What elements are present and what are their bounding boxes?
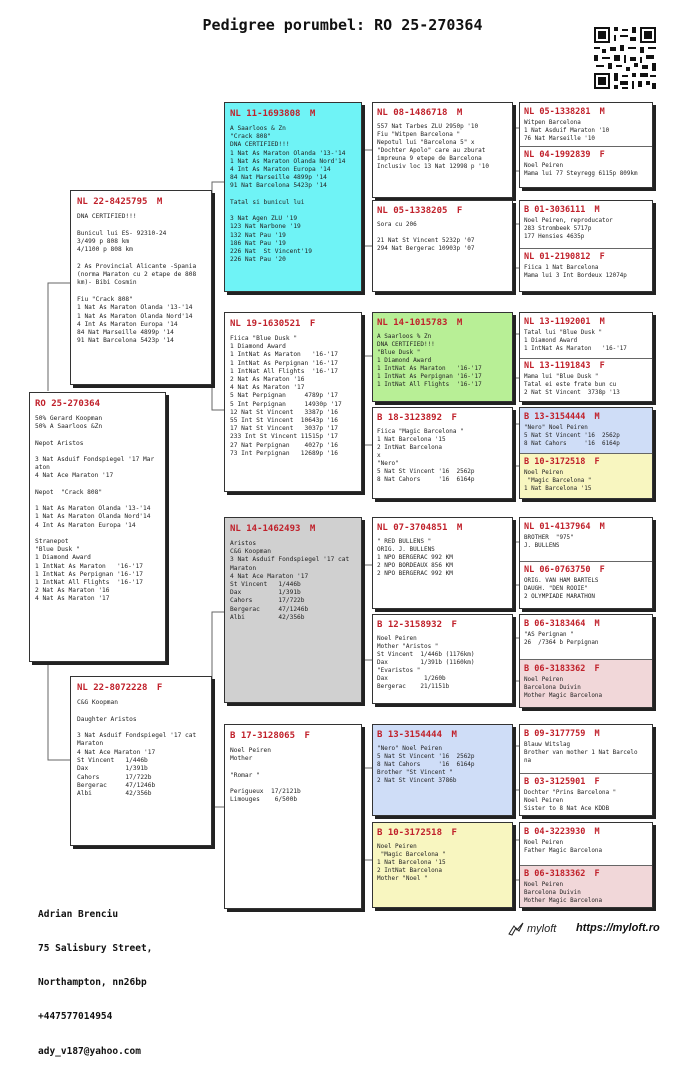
brand-url-link[interactable]: https://myloft.ro — [576, 922, 660, 934]
ring-text: NL 22-8425795 — [77, 197, 148, 207]
pigeon-info: A Saarloos % Zn DNA CERTIFIED!!! "Blue Dusk " 1 Diamond Award 1 IntNat As Maraton '16-'17 1 IntNat As Perpignan '16-'17 1 IntNat All Flights '16-'17 — [377, 333, 482, 388]
ring-text: B 18-3123892 — [377, 413, 443, 423]
sex-label: F — [599, 565, 605, 575]
ring-number — [230, 524, 356, 534]
pigeon-card-mff — [372, 517, 513, 609]
ring-number — [524, 107, 649, 117]
ring-text: B 01-3036111 — [524, 205, 586, 215]
pigeon-card-father — [70, 190, 212, 385]
owner-name: Adrian Brenciu — [38, 908, 119, 920]
pigeon-pair-card-2 — [519, 200, 653, 292]
pigeon-pair-card-6 — [519, 614, 653, 708]
ring-text: B 04-3223930 — [524, 827, 586, 837]
card-divider — [520, 773, 652, 774]
sex-label: M — [451, 730, 457, 740]
sex-label: M — [594, 205, 600, 215]
pigeon-info: A Saarloos & Zn "Crack 808" DNA CERTIFIED!!! 1 Nat As Maraton Olanda '13-'14 1 Nat As Maraton Olanda Nord'14 4 Int As Maraton Europa '14 84 Nat Marseille 4899p '14 91 Nat Barcelona 5423p '14 Tatal si bunicul lui 3 Nat Agen ZLU '19 123 Nat Narbone '19 132 Nat Pau '19 186 Nat Pau '19 226 Nat St Vincent'19 226 Nat Pau '20 — [230, 125, 346, 264]
owner-phone: +447577014954 — [38, 1011, 113, 1023]
sex-label: M — [594, 827, 600, 837]
ring-text: B 17-3128065 — [230, 731, 296, 741]
ring-number — [377, 108, 508, 118]
pigeon-card-main — [29, 392, 166, 662]
ring-number — [524, 827, 649, 837]
ring-text: NL 05-1338205 — [377, 206, 448, 216]
ring-text: NL 14-1015783 — [377, 318, 448, 328]
ring-number — [77, 683, 205, 693]
pigeon-info: BROTHER "975" J. BULLENS — [524, 535, 574, 549]
ring-text: NL 11-1693808 — [230, 109, 301, 119]
ring-number — [524, 150, 649, 160]
pigeon-info: "AS Perignan " 26 /7364 b Perpignan — [524, 632, 599, 646]
ring-text: B 06-3183362 — [524, 869, 586, 879]
ring-text: NL 01-4137964 — [524, 522, 591, 532]
sex-label: M — [599, 317, 605, 327]
ring-text: B 06-3183362 — [524, 664, 586, 674]
ring-text: NL 05-1338281 — [524, 107, 591, 117]
sex-label: M — [309, 524, 316, 534]
pigeon-info: Noel Peiren Father Magic Barcelona — [524, 840, 603, 854]
sex-label: M — [456, 318, 463, 328]
ring-text: NL 06-0763750 — [524, 565, 591, 575]
ring-number — [524, 777, 649, 787]
pigeon-info: Noel Peiren Barcelona Duivin Mother Magic Barcelona — [524, 882, 603, 904]
ring-number — [524, 664, 649, 674]
pigeon-card-ffm — [372, 200, 513, 292]
sex-label: F — [594, 777, 600, 787]
sex-label: F — [156, 683, 163, 693]
pigeon-info: Fiica 1 Nat Barcelona Mama lui 3 Int Bordeux 12074p — [524, 265, 627, 279]
pigeon-card-mother — [70, 676, 212, 846]
brand-logo — [508, 922, 556, 936]
owner-email: ady_v187@yahoo.com — [38, 1045, 141, 1057]
ring-number — [77, 197, 205, 207]
sex-label: F — [599, 150, 605, 160]
pigeon-info: Witpen Barcelona 1 Nat Asduif Maraton '10 76 Nat Marseille '10 — [524, 120, 610, 142]
brand-logo-text: myloft — [527, 923, 557, 935]
sex-label: F — [304, 731, 310, 741]
ring-text: B 12-3158932 — [377, 620, 443, 630]
pigeon-pair-card-1 — [519, 102, 653, 188]
pigeon-card-fmf — [372, 312, 513, 402]
pigeon-info: Fiica "Blue Dusk " 1 Diamond Award 1 IntNat As Maraton '16-'17 1 IntNat As Perpignan '16-'17 1 IntNat All Flights '16-'17 2 Nat As Maraton '16 4 Nat As Maraton '17 5 Nat Perpignan 4789p '17 5 Int Perpignan 14930p '17 12 Nat St Vincent 3387p '16 55 Int St Vincent 10643p '16 17 Nat St Vincent 3037p '17 233 Int St Vincent 11515p '17 27 Nat Perpignan 4027p '16 73 Int Perpignan 12689p '16 — [230, 335, 342, 457]
ring-text: NL 19-1630521 — [230, 319, 301, 329]
ring-text: NL 04-1992839 — [524, 150, 591, 160]
sex-label: F — [599, 361, 605, 371]
ring-text: NL 13-1191843 — [524, 361, 591, 371]
ring-text: NL 22-8072228 — [77, 683, 148, 693]
ring-number — [230, 731, 356, 741]
pigeon-pair-card-3 — [519, 312, 653, 402]
card-divider — [520, 453, 652, 454]
pigeon-card-mm — [224, 724, 362, 909]
pigeon-card-mmf — [372, 724, 513, 816]
pigeon-pair-card-7 — [519, 724, 653, 816]
qr-code — [592, 25, 658, 91]
pigeon-info: Tatal lui "Blue Dusk " 1 Diamond Award 1 IntNat As Maraton '16-'17 — [524, 330, 627, 352]
pigeon-info: Sora cu 206 21 Nat St Vincent 5232p '07 294 Nat Bergerac 10903p '07 — [377, 221, 475, 252]
sex-label: M — [156, 197, 163, 207]
card-divider — [520, 659, 652, 660]
ring-number — [524, 869, 649, 879]
ring-text: NL 14-1462493 — [230, 524, 301, 534]
ring-number — [524, 361, 649, 371]
pigeon-info: Noel Peiren, reproducator 283 Strombeek 5717p 177 Hensies 4635p — [524, 218, 613, 240]
sex-label: F — [451, 413, 457, 423]
sex-label: M — [594, 729, 600, 739]
pigeon-info: Noel Peiren "Magic Barcelona " 1 Nat Barcelona '15 — [524, 470, 592, 492]
pigeon-pair-card-5 — [519, 517, 653, 609]
pigeon-card-mfm — [372, 614, 513, 704]
ring-text: B 13-3154444 — [377, 730, 443, 740]
sex-label: F — [594, 457, 600, 467]
ring-number — [524, 619, 649, 629]
ring-text: NL 08-1486718 — [377, 108, 448, 118]
ring-number — [377, 318, 508, 328]
sex-label: M — [456, 108, 463, 118]
ring-number — [377, 523, 508, 533]
ring-number — [377, 828, 508, 838]
pigeon-info: C&G Koopman Daughter Aristos 3 Nat Asduif Fondspiegel '17 cat Maraton 4 Nat Ace Maraton '17 St Vincent 1/446b Dax 1/391b Cahors 17/722b Bergerac 47/1246b Albi 42/356b — [77, 699, 197, 798]
ring-text: RO 25-270364 — [35, 399, 101, 409]
ring-text: NL 01-2190812 — [524, 252, 591, 262]
pigeon-card-fmm — [372, 407, 513, 499]
ring-text: B 09-3177759 — [524, 729, 586, 739]
sex-label: M — [599, 522, 605, 532]
sex-label: M — [309, 109, 316, 119]
sex-label: F — [451, 620, 457, 630]
card-divider — [520, 146, 652, 147]
ring-number — [524, 412, 649, 422]
ring-text: B 13-3154444 — [524, 412, 586, 422]
ring-number — [230, 109, 356, 119]
sex-label: F — [309, 319, 316, 329]
pigeon-info: Mama lui "Blue Dusk " Tatal ei este frate bun cu 2 Nat St Vincent 3738p '13 — [524, 374, 620, 396]
pigeon-card-mf — [224, 517, 362, 703]
pigeon-info: Aristos C&G Koopman 3 Nat Asduif Fondspiegel '17 cat Maraton 4 Nat Ace Maraton '17 St Vincent 1/446b Dax 1/391b Cahors 17/722b Bergerac 47/1246b Albi 42/356b — [230, 540, 350, 621]
owner-street: 75 Salisbury Street, — [38, 943, 153, 955]
pigeon-info: "Nero" Noel Peiren 5 Nat St Vincent '16 2562p 8 Nat Cahors '16 6164p — [524, 425, 620, 447]
pigeon-info: "Nero" Noel Peiren 5 Nat St Vincent '16 2562p 8 Nat Cahors '16 6164p Brother "St Vincent " 2 Nat St Vincent 3786b — [377, 745, 475, 784]
pigeon-card-mmm — [372, 822, 513, 908]
ring-text: B 03-3125901 — [524, 777, 586, 787]
ring-number — [35, 399, 160, 409]
pigeon-info: Noel Peiren Mama lui 77 Steyregg 6115p 809km — [524, 163, 638, 177]
bird-logo-icon — [508, 922, 524, 936]
sex-label: F — [594, 869, 600, 879]
sex-label: M — [599, 107, 605, 117]
pigeon-card-ff — [224, 102, 362, 292]
ring-number — [524, 565, 649, 575]
ring-text: NL 07-3704851 — [377, 523, 448, 533]
sex-label: F — [594, 664, 600, 674]
pigeon-pair-card-8 — [519, 822, 653, 908]
ring-text: B 06-3183464 — [524, 619, 586, 629]
ring-number — [377, 730, 508, 740]
ring-number — [377, 206, 508, 216]
ring-number — [524, 522, 649, 532]
owner-city: Northampton, nn26bp — [38, 977, 147, 989]
sex-label: M — [594, 412, 600, 422]
pigeon-info: Noel Peiren Mother "Romar " Perigueux 17/2121b Limouges 6/500b — [230, 747, 301, 804]
pigeon-info: " RED BULLENS " ORIG. J. BULLENS 1 NPO BERGERAC 992 KM 2 NPO BORDEAUX 856 KM 2 NPO BERGERAC 992 KM — [377, 538, 453, 577]
pigeon-info: Dochter "Prins Barcelona " Noel Peiren Sister to 8 Nat Ace KDDB — [524, 790, 617, 812]
pigeon-info: Noel Peiren "Magic Barcelona " 1 Nat Barcelona '15 2 IntNat Barcelona Mother "Noel " — [377, 843, 446, 882]
card-divider — [520, 358, 652, 359]
card-divider — [520, 248, 652, 249]
ring-text: B 10-3172518 — [377, 828, 443, 838]
pigeon-info: Noel Peiren Barcelona Duivin Mother Magic Barcelona — [524, 677, 603, 699]
pigeon-info: 50% Gerard Koopman 50% A Saarloos &Zn Nepot Aristos 3 Nat Asduif Fondspiegel '17 Mar aton 4 Nat Ace Maraton '17 Nepot "Crack 808" 1 Nat As Maraton Olanda '13-'14 1 Nat As Maraton Olanda Nord'14 4 Int As Maraton Europa '14 Stranepot "Blue Dusk " 1 Diamond Award 1 IntNat As Maraton '16-'17 1 IntNat As Perpignan '16-'17 1 IntNat All Flights '16-'17 2 Nat As Maraton '16 4 Nat As Maraton '17 — [35, 415, 155, 603]
sex-label: M — [456, 523, 463, 533]
sex-label: F — [456, 206, 463, 216]
pigeon-info: ORIG. VAN HAM BARTELS DAUGH. "DEN ROOIE" 2 OLYMPIADE MARATHON — [524, 578, 599, 600]
pigeon-card-fff — [372, 102, 513, 198]
owner-contact — [38, 886, 152, 1069]
sex-label: F — [599, 252, 605, 262]
ring-number — [524, 457, 649, 467]
pigeon-info: Blauw Witslag Brother van mother 1 Nat Barcelo na — [524, 742, 638, 764]
ring-number — [230, 319, 356, 329]
card-divider — [520, 561, 652, 562]
card-divider — [520, 865, 652, 866]
ring-text: NL 13-1192001 — [524, 317, 591, 327]
ring-number — [524, 252, 649, 262]
sex-label: F — [451, 828, 457, 838]
pigeon-pair-card-4 — [519, 407, 653, 499]
ring-text: B 10-3172518 — [524, 457, 586, 467]
pigeon-info: Noel Peiren Mother "Aristos " St Vincent 1/446b (1176km) Dax 1/391b (1160km) "Evaristos " Dax 1/260b Bergerac 21/1151b — [377, 635, 475, 690]
ring-number — [524, 205, 649, 215]
pigeon-info: DNA CERTIFIED!!! Bunicul lui ES- 92310-24 3/499 p 808 km 4/1100 p 808 km 2 As Provincial Alicante -Spania (norma Maraton cu 2 etape de 808 km)- Bibi Cosmin Fiu "Crack 808" 1 Nat As Maraton Olanda '13-'14 1 Nat As Maraton Olanda Nord'14 4 Int As Maraton Europa '14 84 Nat Marseille 4899p '14 91 Nat Barcelona 5423p '14 — [77, 213, 197, 345]
ring-number — [524, 729, 649, 739]
ring-number — [377, 620, 508, 630]
ring-number — [524, 317, 649, 327]
pigeon-info: 557 Nat Tarbes ZLU 2950p '10 Fiu "Witpen Barcelona " Nepotul lui "Barcelona 5" x "Dochter Apolo" care au zburat impreuna 9 etepe de Barcelona Inclusiv loc 13 Nat 12998 p '10 — [377, 123, 489, 170]
pigeon-card-fm — [224, 312, 362, 492]
pigeon-info: Fiica "Magic Barcelona " 1 Nat Barcelona '15 2 IntNat Barcelona x "Nero" 5 Nat St Vincent '16 2562p 8 Nat Cahors '16 6164p — [377, 428, 475, 483]
ring-number — [377, 413, 508, 423]
page-title: Pedigree porumbel: RO 25-270364 — [202, 16, 483, 34]
sex-label: M — [594, 619, 600, 629]
